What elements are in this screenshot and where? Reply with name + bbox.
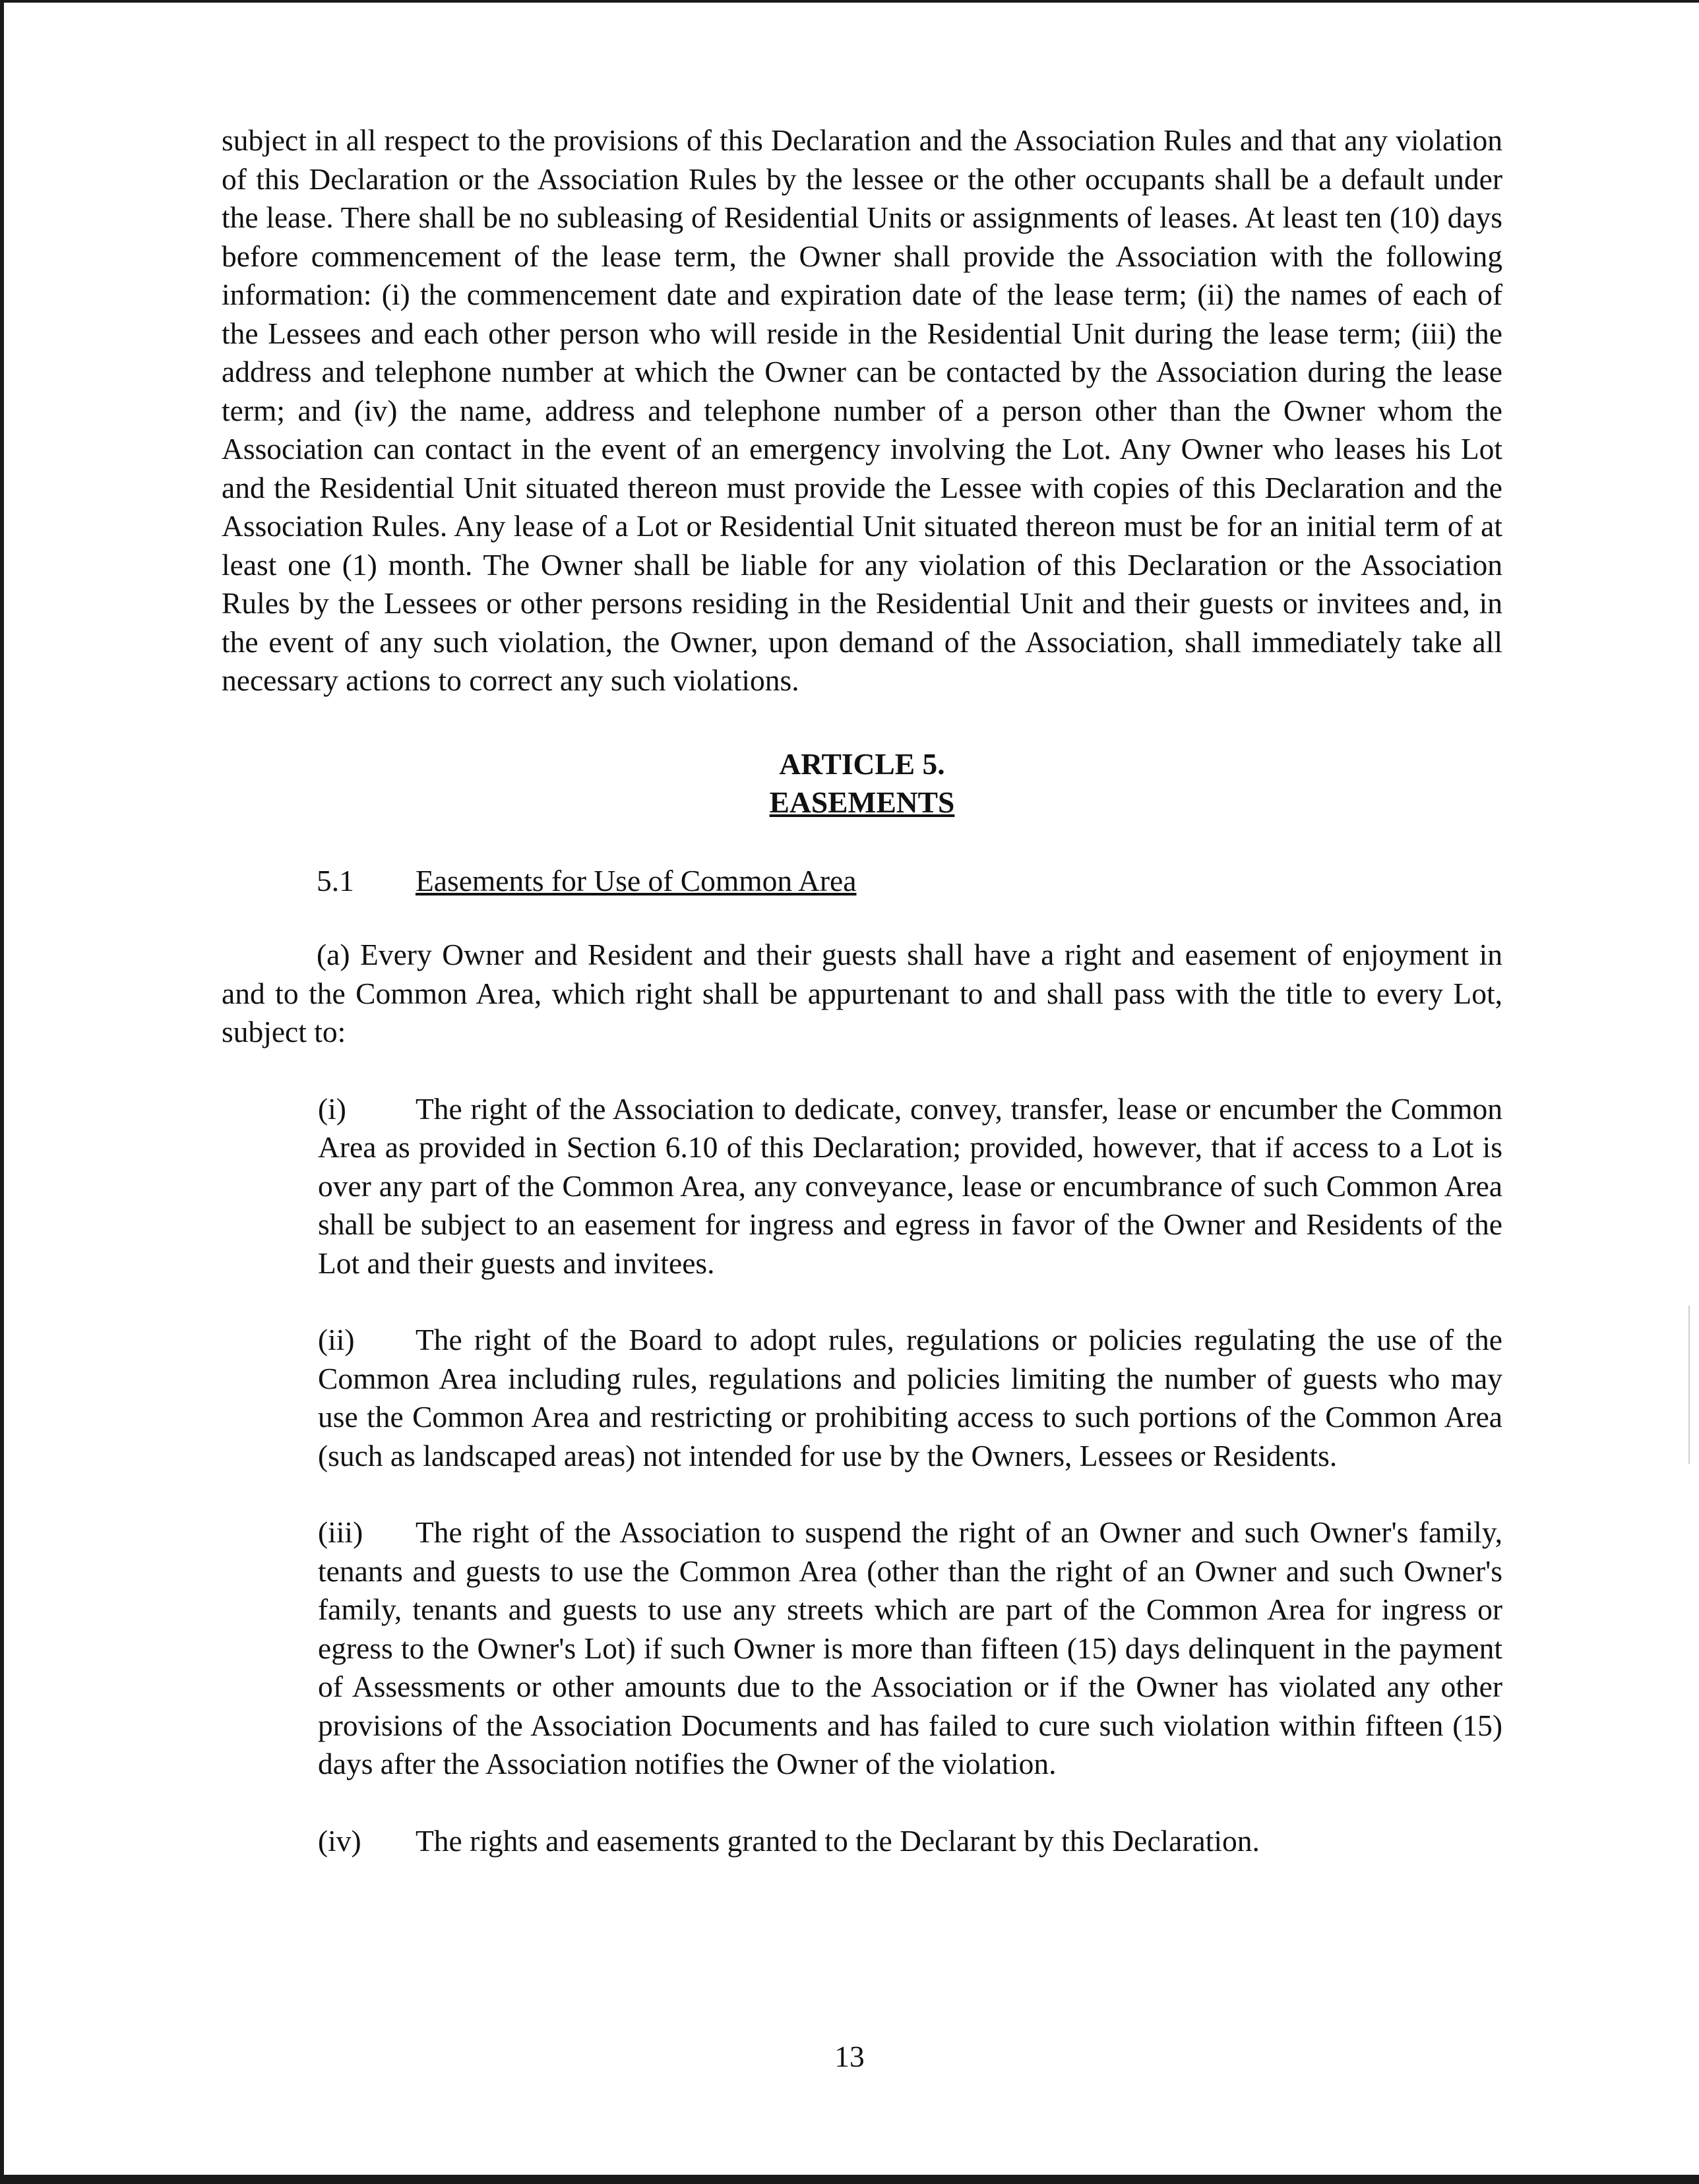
- section-title: Easements for Use of Common Area: [416, 863, 857, 897]
- subparagraph-iv: [318, 1822, 1502, 1861]
- article-title: ARTICLE 5.: [779, 746, 945, 781]
- scan-edge-bottom: [0, 2175, 1699, 2184]
- scan-margin-mark: [1688, 1306, 1690, 1464]
- article-subtitle: EASEMENTS: [769, 785, 955, 819]
- subparagraph-text: The right of the Association to suspend the right of an Owner and such Owner's family, tenants and guests to use the Common Area (other than the right of an Owner and such Owner's family, tenants and guests to use any streets which are part of the Common Area for ingress or egress to the Owner's Lot) if such Owner is more than fifteen (15) days delinquent in the payment of Assessments or other amounts due to the Association or if the Owner has violated any other provisions of the Association Documents and has failed to cure such violation within fifteen (15) days after the Association notifies the Owner of the violation.: [318, 1515, 1502, 1780]
- subparagraph-label: (ii): [318, 1323, 355, 1356]
- paragraph-a: (a) Every Owner and Resident and their guests shall have a right and easement of enjoyment in and to the Common Area, which right shall be appurtenant to and shall pass with the title to every Lot, subject to:: [222, 938, 1502, 1048]
- section-number: 5.1: [317, 863, 354, 897]
- subparagraph-label: (i): [318, 1091, 346, 1126]
- lease-continuation-paragraph: subject in all respect to the provisions of this Declaration and the Association Rules and that any violation of this Declaration or the Association Rules by the lessee or the other occupants shall be a default under the lease. There shall be no subleasing of Residential Units or assignments of leases. At least ten (10) days before commencement of the lease term, the Owner shall provide the Association with the following information: (i) the commencement date and expiration date of the lease term; (ii) the names of each of the Lessees and each other person who will reside in the Residential Unit during the lease term; (iii) the address and telephone number at which the Owner can be contacted by the Association during the lease term; and (iv) the name, address and telephone number of a person other than the Owner whom the Association can contact in the event of an emergency involving the Lot. Any Owner who leases his Lot and the Residential Unit situated thereon must provide the Lessee with copies of this Declaration and the Association Rules. Any lease of a Lot or Residential Unit situated thereon must be for an initial term of at least one (1) month. The Owner shall be liable for any violation of this Declaration or the Association Rules by the Lessees or other persons residing in the Residential Unit and their guests or invitees and, in the event of any such violation, the Owner, upon demand of the Association, shall immediately take all necessary actions to correct any such violations.: [222, 123, 1502, 697]
- subparagraph-text: The right of the Board to adopt rules, regulations or policies regulating the use of the Common Area including rules, regulations and policies limiting the number of guests who may use the Common Area and restricting or prohibiting access to such portions of the Common Area (such as landscaped areas) not intended for use by the Owners, Lessees or Residents.: [318, 1323, 1502, 1472]
- subparagraph-text: The right of the Association to dedicate, convey, transfer, lease or encumber the Common Area as provided in Section 6.10 of this Declaration; provided, however, that if access to a Lot is over any part of the Common Area, any conveyance, lease or encumbrance of such Common Area shall be subject to an easement for ingress and egress in favor of the Owner and Residents of the Lot and their guests and invitees.: [318, 1091, 1502, 1280]
- article-heading: [222, 745, 1502, 822]
- subparagraph-label: (iii): [318, 1515, 363, 1549]
- page-number: 13: [834, 2040, 865, 2073]
- subparagraph-label: (iv): [318, 1823, 361, 1858]
- subparagraph-iii: [318, 1513, 1502, 1784]
- section-heading: [222, 862, 1502, 901]
- subparagraph-text: The rights and easements granted to the Declarant by this Declaration.: [416, 1823, 1260, 1858]
- document-page: [222, 121, 1502, 1860]
- scan-edge-left: [0, 0, 4, 2184]
- subparagraph-ii: [318, 1321, 1502, 1475]
- subparagraph-i: [318, 1090, 1502, 1283]
- scan-edge-top: [0, 0, 1699, 3]
